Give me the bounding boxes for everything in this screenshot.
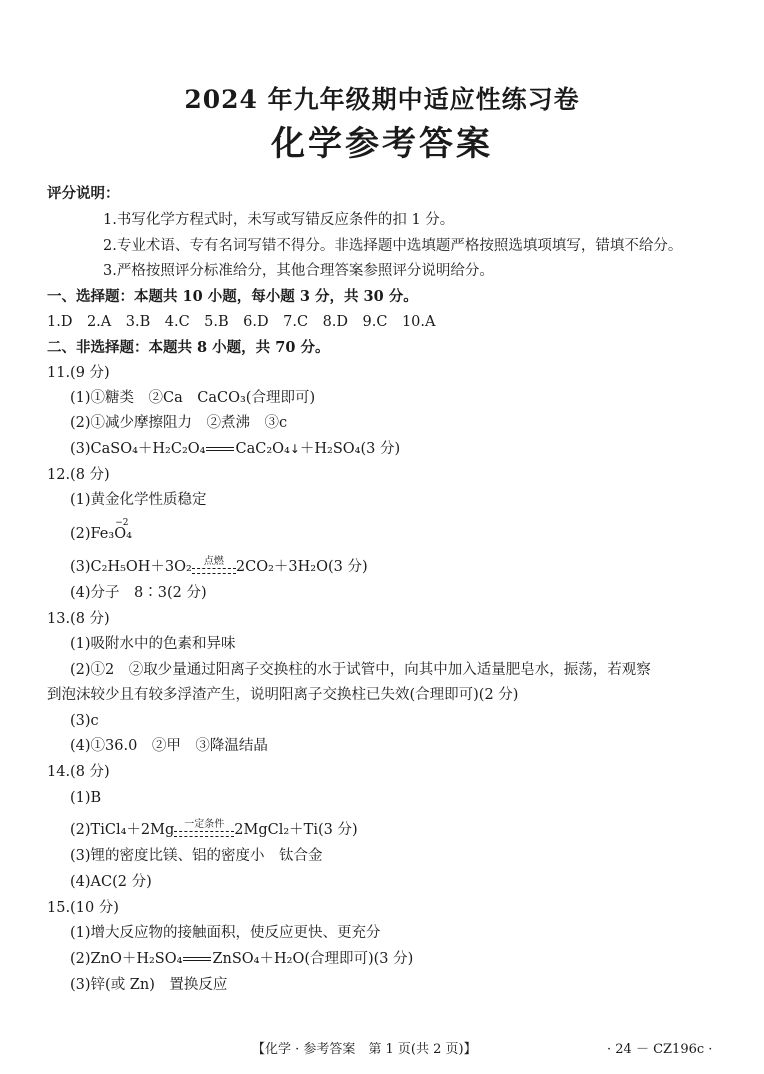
q14-answer-3: (3)锂的密度比镁、铝的密度小 钛合金 <box>70 848 323 864</box>
footer-page-info: 【化学 · 参考答案 第 1 页(共 2 页)】 <box>252 1042 477 1057</box>
q14-answer-1: (1)B <box>70 790 102 806</box>
q15-answer-2 <box>70 949 413 969</box>
page-title: 2024 年九年级期中适应性练习卷 <box>184 85 580 114</box>
scoring-rule-3: 3.严格按照评分标准给分，其他合理答案参照评分说明给分。 <box>103 263 494 279</box>
condition-label: 一定条件 <box>184 819 225 830</box>
condition-label: 点燃 <box>203 556 224 567</box>
q13-heading: 13.(8 分) <box>47 611 110 627</box>
q14-eq-rhs: 2MgCl₂＋Ti(3 分) <box>234 822 358 838</box>
scoring-heading: 评分说明： <box>47 185 120 202</box>
q11-answer-3 <box>70 439 400 459</box>
q12-eq-rhs: 2CO₂＋3H₂O(3 分) <box>235 559 368 575</box>
condition-equals <box>192 568 236 574</box>
q12-formula: (2)Fe₃ <box>70 526 115 542</box>
q14-heading: 14.(8 分) <box>47 764 110 780</box>
q14-answer-2 <box>70 819 358 841</box>
q11-heading: 11.(9 分) <box>47 365 110 381</box>
condition-equals <box>174 831 234 837</box>
q13-answer-2-line1: (2)①2 ②取少量通过阳离子交换柱的水于试管中，向其中加入适量肥皂水，振荡，若观察 <box>70 662 651 678</box>
q12-answer-4: (4)分子 8∶3(2 分) <box>70 585 207 601</box>
footer-code: · 24 － CZ196c · <box>607 1042 713 1057</box>
section1-answers: 1.D 2.A 3.B 4.C 5.B 6.D 7.C 8.D 9.C 10.A <box>47 314 436 330</box>
reaction-condition <box>192 556 236 578</box>
q12-eq-lhs: (3)C₂H₅OH＋3O₂ <box>70 559 192 575</box>
q14-answer-4: (4)AC(2 分) <box>70 874 152 890</box>
q13-answer-2-line2: 到泡沫较少且有较多浮渣产生，说明阳离子交换柱已失效(合理即可)(2 分) <box>47 687 519 703</box>
equals-sign <box>205 442 235 456</box>
q11-eq-tail: ＋H₂SO₄(3 分) <box>299 441 401 457</box>
reaction-condition <box>174 819 234 841</box>
q15-answer-3: (3)锌(或 Zn) 置换反应 <box>70 977 228 993</box>
precipitate-arrow-icon: ↓ <box>289 442 300 456</box>
q11-answer-2: (2)①减少摩擦阻力 ②煮沸 ③c <box>70 415 288 431</box>
q15-eq-rhs: ZnSO₄＋H₂O(合理即可)(3 分) <box>212 951 414 967</box>
page-subtitle: 化学参考答案 <box>271 124 493 164</box>
q14-eq-lhs: (2)TiCl₄＋2Mg <box>70 822 175 838</box>
q12-answer-2 <box>70 518 132 544</box>
oxidation-marked-oxygen <box>114 518 132 544</box>
q12-heading: 12.(8 分) <box>47 467 110 483</box>
section2-heading: 二、非选择题：本题共 8 小题，共 70 分。 <box>47 339 330 356</box>
q11-answer-1: (1)①糖类 ②Ca CaCO₃(合理即可) <box>70 390 316 406</box>
q11-eq-rhs: CaC₂O₄ <box>235 441 290 457</box>
q13-answer-4: (4)①36.0 ②甲 ③降温结晶 <box>70 738 268 754</box>
q12-answer-1: (1)黄金化学性质稳定 <box>70 492 207 508</box>
q15-eq-lhs: (2)ZnO＋H₂SO₄ <box>70 951 183 967</box>
scoring-rule-2: 2.专业术语、专有名词写错不得分。非选择题中选填题严格按照选填项填写，错填不给分。 <box>103 238 683 254</box>
q15-answer-1: (1)增大反应物的接触面积，使反应更快、更充分 <box>70 925 381 941</box>
q15-heading: 15.(10 分) <box>47 900 119 916</box>
oxidation-state: −2 <box>115 518 129 528</box>
equals-sign <box>182 952 212 966</box>
oxygen-term: O₄ <box>114 526 132 542</box>
section1-heading: 一、选择题：本题共 10 小题，每小题 3 分，共 30 分。 <box>47 288 418 305</box>
q12-answer-3 <box>70 556 368 578</box>
scoring-rule-1: 1.书写化学方程式时，未写或写错反应条件的扣 1 分。 <box>103 212 455 228</box>
q13-answer-3: (3)c <box>70 713 99 729</box>
q11-eq-lhs: (3)CaSO₄＋H₂C₂O₄ <box>70 441 206 457</box>
q13-answer-1: (1)吸附水中的色素和异味 <box>70 636 236 652</box>
